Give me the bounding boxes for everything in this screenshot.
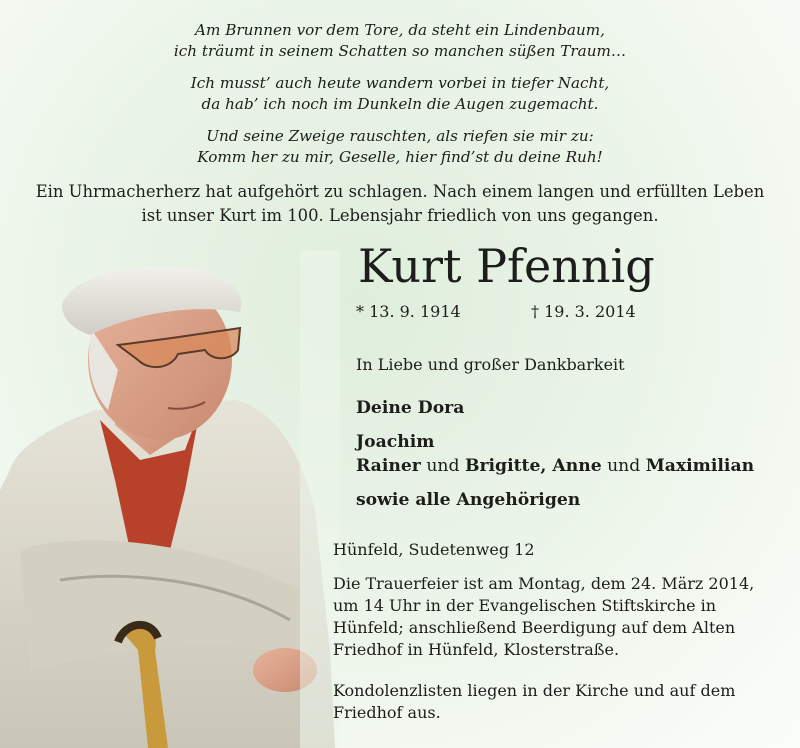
poem	[0, 20, 800, 179]
thanks-line: In Liebe und großer Dankbarkeit	[356, 355, 625, 374]
deceased-name: Kurt Pfennig	[358, 239, 655, 293]
address: Hünfeld, Sudetenweg 12	[333, 540, 535, 559]
poem-line: Ich musst’ auch heute wandern vorbei in tiefer Nacht,	[190, 74, 610, 92]
mourner-line: Deine Dora	[356, 398, 465, 418]
ceremony-line: Die Trauerfeier ist am Montag, dem 24. März 2014,	[333, 574, 755, 593]
conjunction: und	[426, 456, 460, 476]
mourner-line	[356, 454, 754, 478]
birth-date: * 13. 9. 1914	[356, 302, 461, 321]
ceremony-line: um 14 Uhr in der Evangelischen Stiftskirche in	[333, 596, 717, 615]
poem-line: ich träumt in seinem Schatten so manchen süßen Traum…	[173, 42, 627, 60]
mourner-name: Brigitte, Anne	[464, 456, 602, 476]
mourners-list	[356, 396, 754, 512]
poem-line: da hab’ ich noch im Dunkeln die Augen zugemacht.	[201, 95, 599, 113]
mourner-line: Joachim	[356, 432, 435, 452]
mourner-name: Maximilian	[645, 456, 755, 476]
poem-line: Und seine Zweige rauschten, als riefen sie mir zu:	[206, 127, 594, 145]
intro-line: Ein Uhrmacherherz hat aufgehört zu schlagen. Nach einem langen und erfüllten Leben	[35, 182, 765, 201]
intro-text	[0, 180, 800, 228]
intro-line: ist unser Kurt im 100. Lebensjahr friedlich von uns gegangen.	[141, 206, 659, 225]
poem-stanza	[0, 73, 800, 115]
conjunction: und	[607, 456, 641, 476]
mourner-line: sowie alle Angehörigen	[356, 490, 581, 510]
poem-stanza	[0, 126, 800, 168]
mourner-name: Rainer	[356, 456, 421, 476]
poem-stanza	[0, 20, 800, 62]
poem-line: Komm her zu mir, Geselle, hier find’st du deine Ruh!	[197, 148, 603, 166]
poem-line: Am Brunnen vor dem Tore, da steht ein Lindenbaum,	[195, 21, 605, 39]
condolence-info	[333, 680, 735, 724]
ceremony-line: Hünfeld; anschließend Beerdigung auf dem Alten	[333, 618, 736, 637]
condolence-line: Kondolenzlisten liegen in der Kirche und auf dem	[333, 681, 736, 700]
ceremony-line: Friedhof in Hünfeld, Klosterstraße.	[333, 640, 620, 659]
death-date: † 19. 3. 2014	[531, 302, 636, 321]
ceremony-info	[333, 573, 754, 661]
condolence-line: Friedhof aus.	[333, 703, 441, 722]
portrait-photo	[0, 250, 340, 748]
